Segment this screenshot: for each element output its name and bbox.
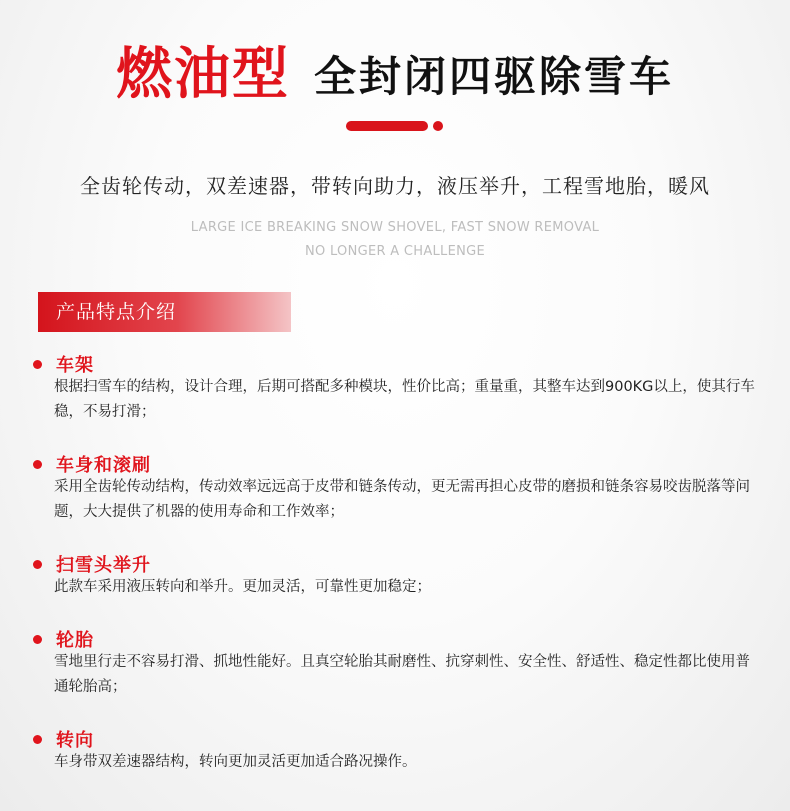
feature-description: 根据扫雪车的结构，设计合理，后期可搭配多种模块，性价比高；重量重，其整车达到900KG以上，使其行车稳，不易打滑； [54,379,755,420]
feature-description: 车身带双差速器结构，转向更加灵活更加适合路况操作。 [54,754,417,770]
feature-heading: 转向 [56,730,94,751]
english-tagline-1: LARGE ICE BREAKING SNOW SHOVEL, FAST SNOW REMOVAL [190,220,600,235]
feature-heading: 扫雪头举升 [56,555,151,576]
bullet-dot [33,360,42,369]
feature-description: 采用全齿轮传动结构，传动效率远远高于皮带和链条传动，更无需再担心皮带的磨损和链条容易咬齿脱落等问题，大大提供了机器的使用寿命和工作效率； [54,479,750,520]
page-title [0,30,790,110]
feature-description: 雪地里行走不容易打滑、抓地性能好。且真空轮胎其耐磨性、抗穿刺性、安全性、舒适性、稳定性都比使用普通轮胎高； [54,654,750,695]
feature-heading: 车架 [56,355,94,376]
features-summary: 全齿轮传动，双差速器，带转向助力，液压举升，工程雪地胎，暖风 [80,174,710,198]
section-banner: 产品特点介绍 [38,292,291,332]
title-divider [346,120,446,132]
bullet-dot [33,635,42,644]
bullet-dot [33,460,42,469]
bullet-dot [33,735,42,744]
bullet-dot [33,560,42,569]
feature-heading: 车身和滚刷 [56,455,151,476]
title-fuel-type: 燃油型 [115,42,290,107]
divider-dot [433,121,443,131]
feature-description: 此款车采用液压转向和举升。更加灵活，可靠性更加稳定； [54,579,431,595]
title-product-name: 全封闭四驱除雪车 [313,52,674,101]
feature-heading: 轮胎 [56,630,94,651]
divider-bar [346,121,428,131]
english-tagline-2: NO LONGER A CHALLENGE [304,244,486,259]
